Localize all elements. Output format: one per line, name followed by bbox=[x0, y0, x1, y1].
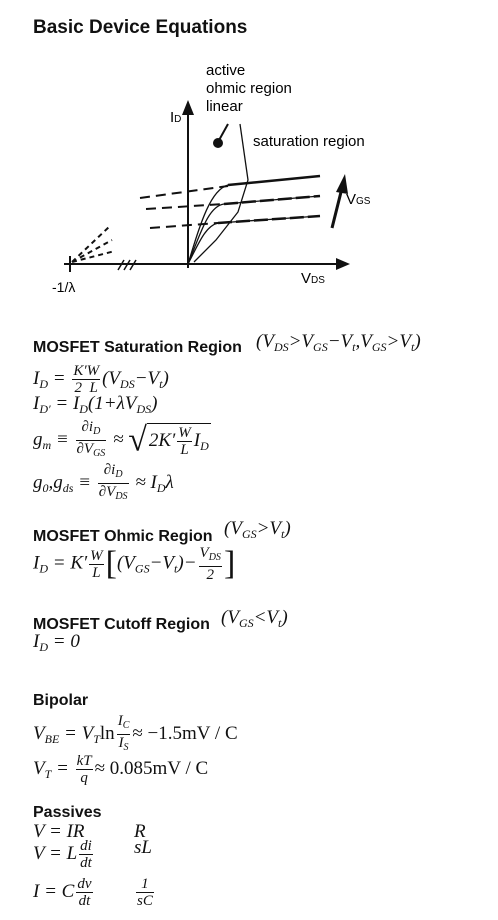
intercept-label: -1/λ bbox=[52, 279, 76, 295]
inductor-eq: V = L $\frac{di}{dt}$ bbox=[33, 838, 92, 871]
clm-current-eq: $I_{D'} = I_D(1+\lambda V_{DS})$ bbox=[33, 393, 158, 416]
cutoff-heading: MOSFET Cutoff Region bbox=[33, 616, 210, 633]
resistor-eq: V = IR bbox=[33, 821, 85, 842]
x-axis-label: VDS bbox=[301, 270, 325, 287]
sat-extension-3 bbox=[150, 223, 218, 228]
saturation-current-eq: $I_D$ = $\frac{K'W}{2 L}$ $(V_{DS}-V_t)$ bbox=[33, 363, 169, 396]
region-label-saturation: saturation region bbox=[253, 133, 365, 150]
vbe-tempco: ≈ −1.5mV / C bbox=[132, 722, 238, 744]
extrapolation-lines bbox=[72, 226, 115, 262]
saturation-heading: MOSFET Saturation Region bbox=[33, 339, 242, 356]
passives-heading: Passives bbox=[33, 804, 102, 821]
ohmic-condition: $(V_{GS}>V_t)$ bbox=[224, 518, 291, 541]
cutoff-current-eq: $I_D = 0$ bbox=[33, 631, 80, 654]
vt-tempco: ≈ 0.085mV / C bbox=[94, 757, 209, 779]
region-label-active: active bbox=[206, 62, 246, 79]
iv-characteristic-diagram bbox=[0, 0, 498, 300]
y-axis-arrow bbox=[182, 100, 194, 115]
vbe-eq: $V_{BE} = V_T\ln$ $\frac{I_C}{I_S}$ ≈ −1.5mV / C bbox=[33, 713, 238, 753]
region-dot bbox=[213, 138, 223, 148]
ohmic-current-eq: $I_D = K'$ $\frac{W}{L}$ [$(V_{GS}-V_t)-$ $\frac{V_{DS}}{2}$ ] bbox=[33, 545, 236, 583]
axis-break-mark bbox=[118, 260, 136, 270]
transconductance-eq: $g_m$ ≡ $\frac{\partial i_D}{\partial V_{GS}}$ ≈ √ 2K′ $\frac{W}{L}$ $I_D$ bbox=[33, 419, 209, 459]
curve-1-bold bbox=[228, 176, 320, 185]
x-axis-arrow bbox=[336, 258, 350, 270]
resistor-impedance: R bbox=[134, 821, 146, 842]
output-conductance-eq: $g_0,g_{ds}$ ≡ $\frac{\partial i_D}{\partial V_{DS}}$ ≈ $I_D\lambda$ bbox=[33, 462, 174, 502]
y-axis-label: ID bbox=[170, 109, 182, 126]
vgs-arrow-shaft bbox=[332, 188, 342, 228]
inductor-impedance: sL bbox=[134, 837, 152, 858]
capacitor-impedance: $\frac{1}{sC}$ bbox=[137, 876, 153, 909]
bipolar-heading: Bipolar bbox=[33, 692, 89, 709]
cutoff-condition: $(V_{GS}<V_t)$ bbox=[221, 607, 288, 630]
vt-eq: $V_T$ = $\frac{kT}{q}$ ≈ 0.085mV / C bbox=[33, 753, 209, 786]
page-title: Basic Device Equations bbox=[33, 17, 248, 38]
vgs-label: VGS bbox=[346, 191, 371, 208]
capacitor-eq: I = C $\frac{dv}{dt}$ bbox=[33, 876, 92, 909]
sat-extension-2 bbox=[146, 204, 224, 209]
ohmic-heading: MOSFET Ohmic Region bbox=[33, 528, 213, 545]
saturation-condition: $(V_{DS}>V_{GS}-V_t,V_{GS}>V_t)$ bbox=[256, 331, 421, 354]
region-label-ohmic: ohmic region bbox=[206, 80, 292, 97]
region-label-linear: linear bbox=[206, 98, 243, 115]
